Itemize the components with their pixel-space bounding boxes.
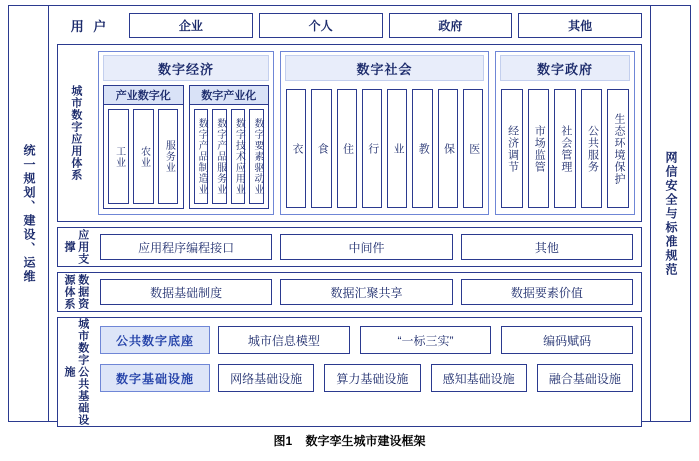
user-row xyxy=(57,12,642,38)
infra-cell-city-information-model[interactable]: 城市信息模型 xyxy=(218,326,350,354)
cell-transport[interactable]: 行 xyxy=(362,89,382,208)
application-section xyxy=(57,44,642,222)
support-section-label-text: 应用支撑 xyxy=(63,229,89,265)
infra-cell-network[interactable]: 网络基础设施 xyxy=(218,364,314,392)
column-digital-society-title: 数字社会 xyxy=(285,55,484,81)
infrastructure-cells-digital-infra xyxy=(218,364,633,392)
cell-employment[interactable]: 业 xyxy=(387,89,407,208)
cell-education[interactable]: 教 xyxy=(412,89,432,208)
data-item-basic-system[interactable]: 数据基础制度 xyxy=(100,279,272,305)
column-digital-society-cells xyxy=(281,85,488,214)
cell-digital-factor-driven[interactable]: 数字要素驱动业 xyxy=(249,109,264,204)
infra-cell-coding[interactable]: 编码赋码 xyxy=(501,326,633,354)
data-resource-section-label xyxy=(58,273,92,311)
group-digital-industrialization xyxy=(189,85,270,209)
group-industry-digitalization-title: 产业数字化 xyxy=(104,86,183,105)
side-band-right xyxy=(650,6,690,421)
column-digital-economy-inner xyxy=(99,85,273,214)
infrastructure-section-body xyxy=(92,318,641,426)
cell-services[interactable]: 服务业 xyxy=(158,109,179,204)
data-item-factor-value[interactable]: 数据要素价值 xyxy=(461,279,633,305)
infrastructure-tag-digital-infra: 数字基础设施 xyxy=(100,364,210,392)
column-digital-economy xyxy=(98,51,274,215)
infrastructure-row-public-base xyxy=(100,326,633,354)
infra-cell-integrated[interactable]: 融合基础设施 xyxy=(537,364,633,392)
group-digital-industrialization-cells xyxy=(190,105,269,208)
cell-clothing[interactable]: 衣 xyxy=(286,89,306,208)
cell-eco-environment-protection[interactable]: 生态环境保护 xyxy=(607,89,629,208)
infrastructure-section-label xyxy=(58,318,92,426)
support-item-api[interactable]: 应用程序编程接口 xyxy=(100,234,272,260)
data-resource-section-label-text: 数据资源体系 xyxy=(63,274,89,310)
user-row-label: 用 户 xyxy=(70,18,110,34)
cell-digital-product-services[interactable]: 数字产品服务业 xyxy=(212,109,227,204)
side-band-left xyxy=(9,6,49,421)
user-item-individual[interactable]: 个人 xyxy=(259,13,383,38)
column-digital-economy-title: 数字经济 xyxy=(103,55,269,81)
infra-cell-one-standard-three-reals[interactable]: “一标三实” xyxy=(360,326,492,354)
infra-cell-computing[interactable]: 算力基础设施 xyxy=(324,364,420,392)
support-item-middleware[interactable]: 中间件 xyxy=(280,234,452,260)
group-digital-industrialization-title: 数字产业化 xyxy=(190,86,269,105)
infrastructure-section-label-text: 城市数字公共基础设施 xyxy=(63,318,89,426)
side-band-right-label: 网信安全与标准规范 xyxy=(664,150,678,277)
support-section-body xyxy=(92,228,641,266)
framework-content xyxy=(49,6,650,426)
cell-market-supervision[interactable]: 市场监管 xyxy=(528,89,550,208)
support-section-label xyxy=(58,228,92,266)
cell-food[interactable]: 食 xyxy=(311,89,331,208)
application-section-body xyxy=(92,45,641,221)
support-section xyxy=(57,227,642,267)
column-digital-society xyxy=(280,51,489,215)
data-resource-section-body xyxy=(92,273,641,311)
infra-cell-sensing[interactable]: 感知基础设施 xyxy=(431,364,527,392)
cell-public-service[interactable]: 公共服务 xyxy=(581,89,603,208)
framework-outer-frame xyxy=(8,5,691,426)
infrastructure-tag-public-base: 公共数字底座 xyxy=(100,326,210,354)
cell-economic-regulation[interactable]: 经济调节 xyxy=(501,89,523,208)
application-section-label-text: 城市数字应用体系 xyxy=(69,85,82,181)
data-item-aggregation-sharing[interactable]: 数据汇聚共享 xyxy=(280,279,452,305)
column-digital-government xyxy=(495,51,635,215)
cell-industry[interactable]: 工业 xyxy=(108,109,129,204)
cell-social-management[interactable]: 社会管理 xyxy=(554,89,576,208)
cell-digital-tech-application[interactable]: 数字技术应用业 xyxy=(231,109,246,204)
cell-digital-product-manufacturing[interactable]: 数字产品制造业 xyxy=(194,109,209,204)
cell-medical[interactable]: 医 xyxy=(463,89,483,208)
cell-agriculture[interactable]: 农业 xyxy=(133,109,154,204)
application-section-label xyxy=(58,45,92,221)
figure-caption-text: 数字孪生城市建设框架 xyxy=(305,434,426,448)
group-industry-digitalization xyxy=(103,85,184,209)
column-digital-government-title: 数字政府 xyxy=(500,55,630,81)
cell-housing[interactable]: 住 xyxy=(337,89,357,208)
infrastructure-row-digital-infra xyxy=(100,364,633,392)
infrastructure-section xyxy=(57,317,642,427)
infrastructure-cells-public-base xyxy=(218,326,633,354)
user-item-enterprise[interactable]: 企业 xyxy=(129,13,253,38)
column-digital-government-cells xyxy=(496,85,634,214)
side-band-left-label: 统一规划、建设、运维 xyxy=(22,143,36,284)
user-item-government[interactable]: 政府 xyxy=(389,13,513,38)
data-resource-section xyxy=(57,272,642,312)
user-item-other[interactable]: 其他 xyxy=(518,13,642,38)
figure-caption xyxy=(0,432,699,449)
group-industry-digitalization-cells xyxy=(104,105,183,208)
support-item-other[interactable]: 其他 xyxy=(461,234,633,260)
cell-insurance[interactable]: 保 xyxy=(438,89,458,208)
figure-caption-number: 图1 xyxy=(273,434,293,448)
